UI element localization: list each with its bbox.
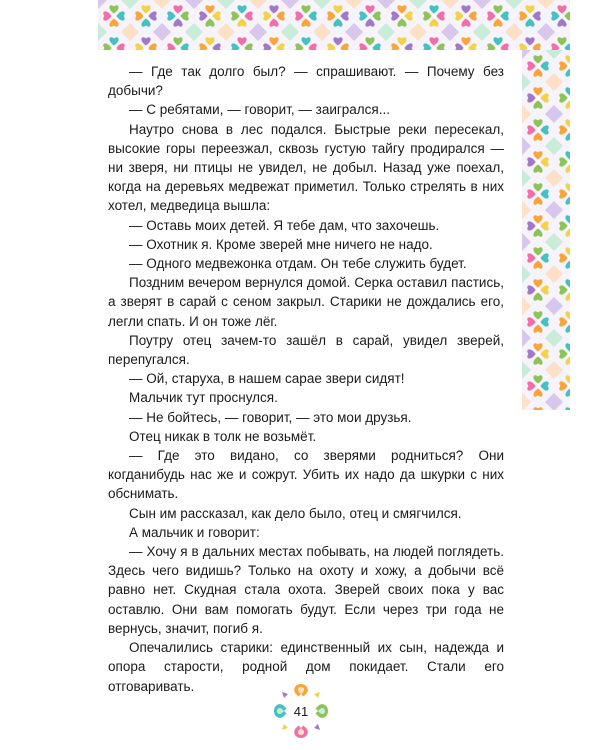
ornament-border-icon (522, 50, 570, 410)
paragraph: — Где так долго был? — спрашивают. — Почему без добычи? (108, 64, 504, 99)
page-number: 41 (293, 703, 309, 719)
paragraph: Поутру отец зачем-то зашёл в сарай, увидел зверей, перепугался. (108, 332, 504, 368)
paragraph: — С ребятами, — говорит, — заигрался... (129, 102, 390, 118)
paragraph: — Охотник я. Кроме зверей мне ничего не надо. (129, 236, 433, 252)
paragraph: — Одного медвежонка отдам. Он тебе служить будет. (129, 256, 467, 272)
paragraph: А мальчик и говорит: (129, 524, 260, 540)
ornament-border-icon (98, 0, 570, 50)
paragraph: — Где это видано, со зверями родниться? Они когданибудь нас же и сожрут. Убить их надо да шкурки с них обснимать. (108, 448, 504, 502)
paragraph: — Не бойтесь, — говорит, — это мои друзья. (129, 409, 412, 425)
paragraph: — Оставь моих детей. Я тебе дам, что захочешь. (129, 217, 440, 233)
paragraph: Наутро снова в лес подался. Быстрые реки пересекал, высокие горы переезжал, сквозь густую тайгу продирался — ни зверя, ни птицы не увидел, не добыл. Назад уже поехал, когда на деревьях медвежат приметил. Только стрелять в них хотел, медведица вышла: (108, 121, 504, 214)
page-number-ornament (270, 680, 332, 742)
paragraph: — Хочу я в дальних местах побывать, на людей поглядеть. Здесь чего видишь? Только на охоту и хожу, а добычи всё равно нет. Скудная стала охота. Зверей своих пока у вас оставлю. Они вам помогать будут. Если через три года не вернусь, значит, погиб я. (108, 544, 504, 636)
paragraph: Опечалились старики: единственный их сын, надежда и опора старости, родной дом покидает. Стали его отговаривать. (108, 640, 504, 694)
paragraph: Мальчик тут проснулся. (129, 390, 278, 406)
paragraph: Сын им рассказал, как дело было, отец и смягчился. (129, 505, 462, 521)
story-text (108, 62, 504, 696)
right-ornament-border (522, 50, 570, 410)
paragraph: — Ой, старуха, в нашем сарае звери сидят! (129, 371, 405, 387)
paragraph: Отец никак в толк не возьмёт. (129, 428, 317, 444)
paragraph: Поздним вечером вернулся домой. Серка оставил пастись, а зверят в сарай с сеном закрыл. Старики не дождались его, легли спать. И он тоже лёг. (108, 275, 504, 329)
top-ornament-border (98, 0, 570, 50)
